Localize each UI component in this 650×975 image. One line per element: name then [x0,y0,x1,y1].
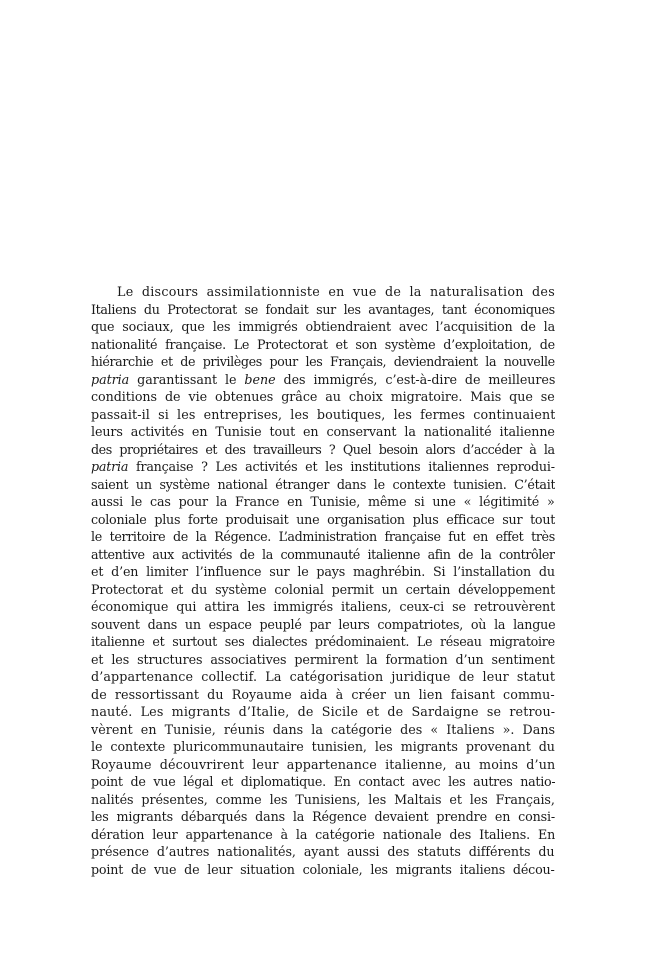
text-segment: aussi le cas pour la France en Tunisie, même si une « légitimité » [91,494,555,509]
text-line [91,581,555,599]
text-segment: Royaume découvrirent leur appartenance italienne, au moins d’un [91,756,555,772]
text-segment: de ressortissant du Royaume aida à créer un lien faisant commu- [91,686,555,702]
text-segment: Italiens du Protectorat se fondait sur les avantages, tant économiques [91,301,555,317]
text-line [91,633,555,651]
text-segment: des propriétaires et des travailleurs ? Quel besoin alors d’accéder à la [91,441,555,457]
text-segment: le territoire de la Régence. L’administration française fut en effet très [91,529,555,544]
text-segment: nalités présentes, comme les Tunisiens, les Maltais et les Français, [91,791,555,807]
text-line [91,511,555,529]
text-segment: point de vue légal et diplomatique. En contact avec les autres natio- [91,774,555,789]
italic-word: bene [244,371,276,387]
text-line [91,773,555,791]
text-segment: italienne et surtout ses dialectes prédominaient. Le réseau migratoire [91,634,555,649]
text-line [91,861,555,879]
text-segment: que sociaux, que les immigrés obtiendraient avec l’acquisition de la [91,319,555,334]
text-line [91,546,555,564]
text-line [91,283,555,301]
text-line [91,616,555,634]
text-segment: d’appartenance collectif. La catégorisation juridique de leur statut [91,669,555,684]
text-segment: française ? Les activités et les institutions italiennes reprodui- [128,459,555,474]
text-line [91,721,555,739]
text-segment: saient un système national étranger dans le contexte tunisien. C’était [91,476,555,492]
italic-word: patria [91,371,130,387]
text-line [91,301,555,319]
text-segment: le contexte pluricommunautaire tunisien, les migrants provenant du [91,739,555,754]
text-segment: souvent dans un espace peuplé par leurs compatriotes, où la langue [91,616,555,632]
text-segment: nationalité française. Le Protectorat et son système d’exploitation, de [91,336,555,352]
text-segment: attentive aux activités de la communauté italienne afin de la contrôler [91,546,555,562]
text-segment: Le discours assimilationniste en vue de la naturalisation des [117,284,555,299]
text-segment: Protectorat et du système colonial permit un certain développement [91,581,555,597]
text-line [91,756,555,774]
text-line [91,738,555,756]
text-line [91,476,555,494]
text-line [91,843,555,861]
text-line [91,826,555,844]
text-line [91,388,555,406]
text-line [91,686,555,704]
text-line [91,598,555,616]
text-line [91,371,555,389]
body-paragraph [91,283,555,878]
text-line [91,563,555,581]
text-segment: vèrent en Tunisie, réunis dans la catégorie des « Italiens ». Dans [91,721,555,737]
text-line [91,458,555,476]
text-line [91,318,555,336]
text-segment: nauté. Les migrants d’Italie, de Sicile et de Sardaigne se retrou- [91,704,555,719]
text-segment: économique qui attira les immigrés italiens, ceux-ci se retrouvèrent [91,599,555,614]
text-line [91,808,555,826]
text-segment: hiérarchie et de privilèges pour les Français, deviendraient la nouvelle [91,354,555,369]
text-segment: leurs activités en Tunisie tout en conservant la nationalité italienne [91,424,555,439]
text-line [91,493,555,511]
text-line [91,336,555,354]
text-segment: des immigrés, c’est-à-dire de meilleures [275,371,555,387]
text-segment: point de vue de leur situation coloniale, les migrants italiens décou- [91,861,555,877]
text-line [91,668,555,686]
text-line [91,423,555,441]
text-segment: dération leur appartenance à la catégorie nationale des Italiens. En [91,826,555,842]
text-line [91,528,555,546]
text-line [91,791,555,809]
text-line [91,703,555,721]
text-line [91,441,555,459]
text-segment: passait-il si les entreprises, les boutiques, les fermes continuaient [91,406,555,422]
text-segment: conditions de vie obtenues grâce au choix migratoire. Mais que se [91,389,555,404]
text-segment: et les structures associatives permirent la formation d’un sentiment [91,651,555,667]
text-line [91,353,555,371]
text-segment: coloniale plus forte produisait une organisation plus efficace sur tout [91,511,555,527]
text-line [91,406,555,424]
italic-word: patria [91,459,129,474]
text-segment: présence d’autres nationalités, ayant aussi des statuts différents du [91,844,555,859]
text-segment: et d’en limiter l’influence sur le pays maghrébin. Si l’installation du [91,564,555,579]
text-segment: les migrants débarqués dans la Régence devaient prendre en consi- [91,809,555,824]
text-line [91,651,555,669]
text-segment: garantissant le [129,371,245,387]
